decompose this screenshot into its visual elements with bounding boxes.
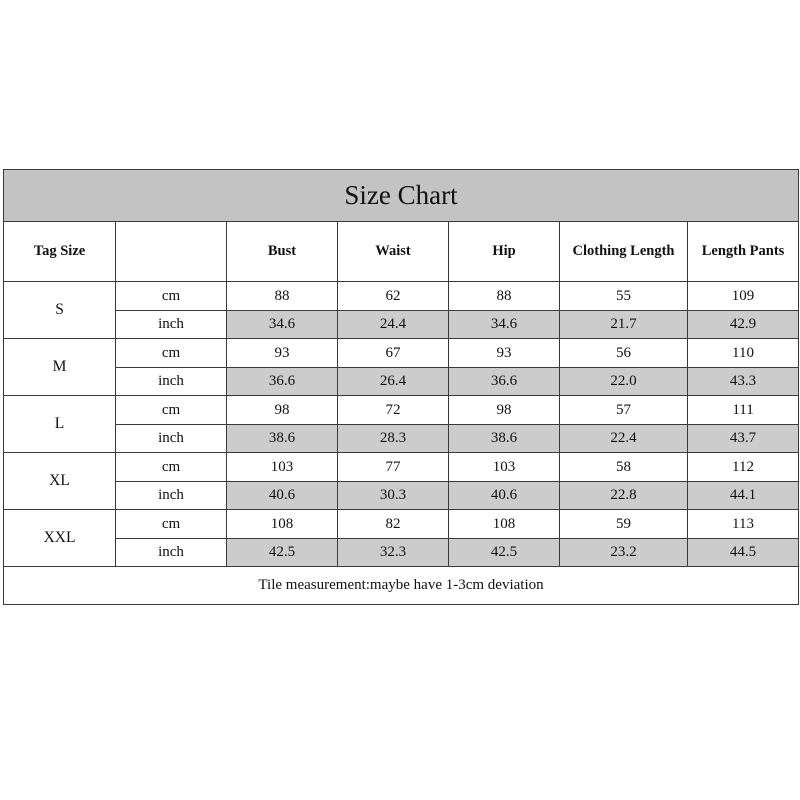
value-cell: 67 bbox=[338, 339, 449, 368]
value-cell: 88 bbox=[227, 282, 338, 311]
value-cell: 57 bbox=[560, 396, 688, 425]
header-waist: Waist bbox=[338, 222, 449, 282]
table-row bbox=[4, 453, 799, 482]
value-cell: 98 bbox=[227, 396, 338, 425]
value-cell: 88 bbox=[449, 282, 560, 311]
table-row bbox=[4, 339, 799, 368]
value-cell: 40.6 bbox=[227, 482, 338, 510]
value-cell: 38.6 bbox=[449, 425, 560, 453]
value-cell: 21.7 bbox=[560, 311, 688, 339]
measurement-note: Tile measurement:maybe have 1-3cm deviation bbox=[4, 567, 799, 605]
value-cell: 103 bbox=[227, 453, 338, 482]
header-bust: Bust bbox=[227, 222, 338, 282]
unit-label: inch bbox=[116, 539, 227, 567]
size-label: L bbox=[4, 396, 116, 453]
size-label: M bbox=[4, 339, 116, 396]
header-clothing-length: Clothing Length bbox=[560, 222, 688, 282]
value-cell: 110 bbox=[688, 339, 799, 368]
value-cell: 55 bbox=[560, 282, 688, 311]
table-row bbox=[4, 539, 799, 567]
unit-label: cm bbox=[116, 396, 227, 425]
value-cell: 34.6 bbox=[449, 311, 560, 339]
value-cell: 26.4 bbox=[338, 368, 449, 396]
unit-label: cm bbox=[116, 510, 227, 539]
value-cell: 93 bbox=[449, 339, 560, 368]
value-cell: 24.4 bbox=[338, 311, 449, 339]
value-cell: 22.8 bbox=[560, 482, 688, 510]
value-cell: 58 bbox=[560, 453, 688, 482]
value-cell: 36.6 bbox=[449, 368, 560, 396]
value-cell: 44.5 bbox=[688, 539, 799, 567]
value-cell: 62 bbox=[338, 282, 449, 311]
unit-label: cm bbox=[116, 453, 227, 482]
unit-label: inch bbox=[116, 425, 227, 453]
value-cell: 109 bbox=[688, 282, 799, 311]
value-cell: 40.6 bbox=[449, 482, 560, 510]
value-cell: 22.4 bbox=[560, 425, 688, 453]
value-cell: 44.1 bbox=[688, 482, 799, 510]
value-cell: 103 bbox=[449, 453, 560, 482]
header-row bbox=[4, 222, 799, 282]
value-cell: 36.6 bbox=[227, 368, 338, 396]
value-cell: 43.7 bbox=[688, 425, 799, 453]
unit-label: inch bbox=[116, 368, 227, 396]
table-row bbox=[4, 282, 799, 311]
table-row bbox=[4, 396, 799, 425]
value-cell: 59 bbox=[560, 510, 688, 539]
size-label: XL bbox=[4, 453, 116, 510]
value-cell: 42.9 bbox=[688, 311, 799, 339]
value-cell: 56 bbox=[560, 339, 688, 368]
value-cell: 113 bbox=[688, 510, 799, 539]
value-cell: 42.5 bbox=[449, 539, 560, 567]
value-cell: 22.0 bbox=[560, 368, 688, 396]
unit-label: inch bbox=[116, 311, 227, 339]
value-cell: 34.6 bbox=[227, 311, 338, 339]
value-cell: 32.3 bbox=[338, 539, 449, 567]
value-cell: 108 bbox=[227, 510, 338, 539]
value-cell: 43.3 bbox=[688, 368, 799, 396]
header-length-pants: Length Pants bbox=[688, 222, 799, 282]
header-tag-size: Tag Size bbox=[4, 222, 116, 282]
value-cell: 42.5 bbox=[227, 539, 338, 567]
size-label: S bbox=[4, 282, 116, 339]
value-cell: 108 bbox=[449, 510, 560, 539]
unit-label: cm bbox=[116, 339, 227, 368]
value-cell: 28.3 bbox=[338, 425, 449, 453]
value-cell: 23.2 bbox=[560, 539, 688, 567]
value-cell: 111 bbox=[688, 396, 799, 425]
header-hip: Hip bbox=[449, 222, 560, 282]
chart-title: Size Chart bbox=[4, 170, 799, 222]
table-row bbox=[4, 482, 799, 510]
table-row bbox=[4, 368, 799, 396]
value-cell: 77 bbox=[338, 453, 449, 482]
value-cell: 98 bbox=[449, 396, 560, 425]
value-cell: 93 bbox=[227, 339, 338, 368]
header-unit bbox=[116, 222, 227, 282]
value-cell: 30.3 bbox=[338, 482, 449, 510]
size-label: XXL bbox=[4, 510, 116, 567]
value-cell: 72 bbox=[338, 396, 449, 425]
unit-label: cm bbox=[116, 282, 227, 311]
value-cell: 82 bbox=[338, 510, 449, 539]
table-row bbox=[4, 510, 799, 539]
size-chart-table bbox=[3, 169, 799, 605]
value-cell: 38.6 bbox=[227, 425, 338, 453]
value-cell: 112 bbox=[688, 453, 799, 482]
note-row bbox=[4, 567, 799, 605]
unit-label: inch bbox=[116, 482, 227, 510]
table-row bbox=[4, 425, 799, 453]
table-row bbox=[4, 311, 799, 339]
